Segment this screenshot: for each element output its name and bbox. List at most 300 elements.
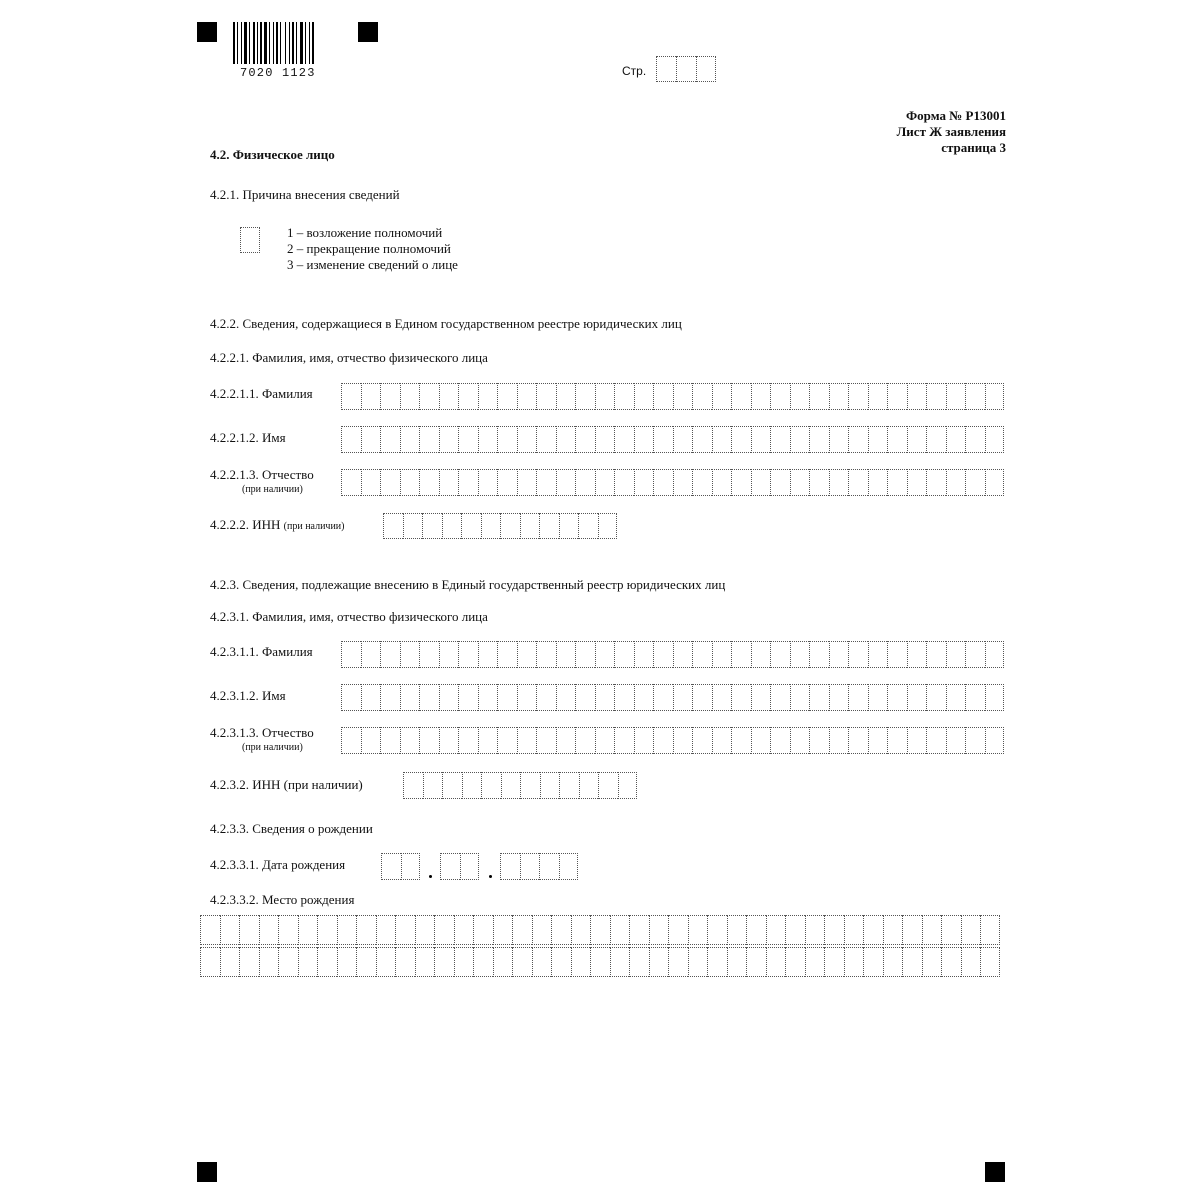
char-cell[interactable] <box>848 426 868 453</box>
char-cell[interactable] <box>692 383 712 410</box>
char-cell[interactable] <box>478 426 498 453</box>
char-cell[interactable] <box>907 727 927 754</box>
char-cell[interactable] <box>556 684 576 711</box>
char-cell[interactable] <box>731 727 751 754</box>
char-cell[interactable] <box>946 684 966 711</box>
char-cell[interactable] <box>575 684 595 711</box>
char-cell[interactable] <box>785 947 805 977</box>
char-cell[interactable] <box>809 383 829 410</box>
char-cell[interactable] <box>712 641 732 668</box>
char-cell[interactable] <box>707 915 727 945</box>
char-cell[interactable] <box>540 772 560 799</box>
birth-year-field[interactable] <box>500 853 578 880</box>
char-cell[interactable] <box>536 469 556 496</box>
char-cell[interactable] <box>356 947 376 977</box>
char-cell[interactable] <box>790 727 810 754</box>
char-cell[interactable] <box>863 915 883 945</box>
char-cell[interactable] <box>731 469 751 496</box>
char-cell[interactable] <box>829 641 849 668</box>
char-cell[interactable] <box>400 383 420 410</box>
char-cell[interactable] <box>422 513 442 539</box>
char-cell[interactable] <box>907 469 927 496</box>
char-cell[interactable] <box>965 684 985 711</box>
char-cell[interactable] <box>727 947 747 977</box>
char-cell[interactable] <box>692 727 712 754</box>
char-cell[interactable] <box>614 684 634 711</box>
char-cell[interactable] <box>868 727 888 754</box>
char-cell[interactable] <box>946 469 966 496</box>
char-cell[interactable] <box>478 383 498 410</box>
char-cell[interactable] <box>766 915 786 945</box>
char-cell[interactable] <box>731 641 751 668</box>
char-cell[interactable] <box>337 947 357 977</box>
char-cell[interactable] <box>946 641 966 668</box>
char-cell[interactable] <box>520 772 540 799</box>
char-cell[interactable] <box>298 915 318 945</box>
char-cell[interactable] <box>595 641 615 668</box>
char-cell[interactable] <box>848 684 868 711</box>
current-patronymic-field[interactable] <box>341 469 1004 496</box>
char-cell[interactable] <box>575 383 595 410</box>
char-cell[interactable] <box>383 513 403 539</box>
char-cell[interactable] <box>809 727 829 754</box>
current-surname-field[interactable] <box>341 383 1004 410</box>
char-cell[interactable] <box>848 641 868 668</box>
new-inn-field[interactable] <box>403 772 637 799</box>
char-cell[interactable] <box>829 383 849 410</box>
char-cell[interactable] <box>731 426 751 453</box>
reason-code-field[interactable] <box>240 227 260 253</box>
char-cell[interactable] <box>400 684 420 711</box>
char-cell[interactable] <box>439 426 459 453</box>
char-cell[interactable] <box>361 684 381 711</box>
char-cell[interactable] <box>614 383 634 410</box>
char-cell[interactable] <box>361 641 381 668</box>
char-cell[interactable] <box>766 947 786 977</box>
char-cell[interactable] <box>575 426 595 453</box>
char-cell[interactable] <box>341 426 361 453</box>
birth-place-field-row-1[interactable] <box>200 915 1000 945</box>
char-cell[interactable] <box>512 947 532 977</box>
char-cell[interactable] <box>419 383 439 410</box>
char-cell[interactable] <box>692 684 712 711</box>
char-cell[interactable] <box>926 727 946 754</box>
char-cell[interactable] <box>746 915 766 945</box>
birth-place-field-row-2[interactable] <box>200 947 1000 977</box>
char-cell[interactable] <box>790 641 810 668</box>
char-cell[interactable] <box>946 383 966 410</box>
char-cell[interactable] <box>458 469 478 496</box>
char-cell[interactable] <box>493 947 513 977</box>
char-cell[interactable] <box>361 383 381 410</box>
char-cell[interactable] <box>439 684 459 711</box>
char-cell[interactable] <box>863 947 883 977</box>
char-cell[interactable] <box>575 727 595 754</box>
char-cell[interactable] <box>481 772 501 799</box>
char-cell[interactable] <box>478 727 498 754</box>
char-cell[interactable] <box>673 383 693 410</box>
char-cell[interactable] <box>688 915 708 945</box>
char-cell[interactable] <box>829 426 849 453</box>
char-cell[interactable] <box>844 915 864 945</box>
char-cell[interactable] <box>941 915 961 945</box>
char-cell[interactable] <box>376 915 396 945</box>
char-cell[interactable] <box>517 684 537 711</box>
char-cell[interactable] <box>848 383 868 410</box>
char-cell[interactable] <box>317 947 337 977</box>
char-cell[interactable] <box>481 513 501 539</box>
char-cell[interactable] <box>598 513 618 539</box>
char-cell[interactable] <box>240 227 260 253</box>
char-cell[interactable] <box>868 684 888 711</box>
char-cell[interactable] <box>965 426 985 453</box>
char-cell[interactable] <box>614 727 634 754</box>
char-cell[interactable] <box>400 727 420 754</box>
char-cell[interactable] <box>980 915 1000 945</box>
char-cell[interactable] <box>462 772 482 799</box>
char-cell[interactable] <box>653 684 673 711</box>
char-cell[interactable] <box>985 727 1005 754</box>
char-cell[interactable] <box>805 915 825 945</box>
char-cell[interactable] <box>200 947 220 977</box>
char-cell[interactable] <box>790 684 810 711</box>
char-cell[interactable] <box>653 383 673 410</box>
char-cell[interactable] <box>501 772 521 799</box>
char-cell[interactable] <box>500 853 520 880</box>
char-cell[interactable] <box>200 915 220 945</box>
char-cell[interactable] <box>688 947 708 977</box>
char-cell[interactable] <box>497 469 517 496</box>
char-cell[interactable] <box>380 727 400 754</box>
char-cell[interactable] <box>902 947 922 977</box>
char-cell[interactable] <box>668 947 688 977</box>
char-cell[interactable] <box>341 727 361 754</box>
char-cell[interactable] <box>380 426 400 453</box>
char-cell[interactable] <box>656 56 676 82</box>
char-cell[interactable] <box>610 947 630 977</box>
char-cell[interactable] <box>824 947 844 977</box>
char-cell[interactable] <box>497 727 517 754</box>
char-cell[interactable] <box>926 426 946 453</box>
char-cell[interactable] <box>907 426 927 453</box>
char-cell[interactable] <box>458 727 478 754</box>
char-cell[interactable] <box>887 426 907 453</box>
char-cell[interactable] <box>809 469 829 496</box>
char-cell[interactable] <box>712 426 732 453</box>
char-cell[interactable] <box>926 383 946 410</box>
char-cell[interactable] <box>478 684 498 711</box>
char-cell[interactable] <box>536 383 556 410</box>
char-cell[interactable] <box>536 684 556 711</box>
char-cell[interactable] <box>400 426 420 453</box>
char-cell[interactable] <box>517 383 537 410</box>
char-cell[interactable] <box>614 426 634 453</box>
char-cell[interactable] <box>985 684 1005 711</box>
char-cell[interactable] <box>907 684 927 711</box>
char-cell[interactable] <box>536 727 556 754</box>
char-cell[interactable] <box>539 513 559 539</box>
char-cell[interactable] <box>751 426 771 453</box>
char-cell[interactable] <box>556 727 576 754</box>
char-cell[interactable] <box>829 684 849 711</box>
char-cell[interactable] <box>239 915 259 945</box>
current-inn-field[interactable] <box>383 513 617 539</box>
char-cell[interactable] <box>634 727 654 754</box>
char-cell[interactable] <box>751 641 771 668</box>
char-cell[interactable] <box>673 426 693 453</box>
char-cell[interactable] <box>259 915 279 945</box>
char-cell[interactable] <box>478 469 498 496</box>
char-cell[interactable] <box>614 641 634 668</box>
char-cell[interactable] <box>419 469 439 496</box>
char-cell[interactable] <box>598 772 618 799</box>
char-cell[interactable] <box>458 641 478 668</box>
char-cell[interactable] <box>536 426 556 453</box>
char-cell[interactable] <box>423 772 443 799</box>
char-cell[interactable] <box>980 947 1000 977</box>
char-cell[interactable] <box>649 947 669 977</box>
char-cell[interactable] <box>676 56 696 82</box>
char-cell[interactable] <box>848 727 868 754</box>
char-cell[interactable] <box>220 947 240 977</box>
char-cell[interactable] <box>517 641 537 668</box>
char-cell[interactable] <box>746 947 766 977</box>
char-cell[interactable] <box>770 426 790 453</box>
char-cell[interactable] <box>887 684 907 711</box>
char-cell[interactable] <box>751 727 771 754</box>
char-cell[interactable] <box>419 727 439 754</box>
char-cell[interactable] <box>419 684 439 711</box>
char-cell[interactable] <box>922 947 942 977</box>
char-cell[interactable] <box>965 727 985 754</box>
char-cell[interactable] <box>985 641 1005 668</box>
char-cell[interactable] <box>668 915 688 945</box>
char-cell[interactable] <box>458 383 478 410</box>
char-cell[interactable] <box>337 915 357 945</box>
char-cell[interactable] <box>610 915 630 945</box>
char-cell[interactable] <box>653 641 673 668</box>
char-cell[interactable] <box>419 426 439 453</box>
char-cell[interactable] <box>907 641 927 668</box>
char-cell[interactable] <box>868 469 888 496</box>
char-cell[interactable] <box>707 947 727 977</box>
char-cell[interactable] <box>539 853 559 880</box>
char-cell[interactable] <box>595 727 615 754</box>
char-cell[interactable] <box>380 641 400 668</box>
char-cell[interactable] <box>493 915 513 945</box>
char-cell[interactable] <box>454 947 474 977</box>
char-cell[interactable] <box>415 947 435 977</box>
char-cell[interactable] <box>790 426 810 453</box>
char-cell[interactable] <box>883 947 903 977</box>
char-cell[interactable] <box>556 469 576 496</box>
char-cell[interactable] <box>712 727 732 754</box>
char-cell[interactable] <box>571 947 591 977</box>
char-cell[interactable] <box>673 469 693 496</box>
char-cell[interactable] <box>442 513 462 539</box>
char-cell[interactable] <box>985 426 1005 453</box>
char-cell[interactable] <box>805 947 825 977</box>
char-cell[interactable] <box>497 383 517 410</box>
new-name-field[interactable] <box>341 684 1004 711</box>
char-cell[interactable] <box>712 383 732 410</box>
new-patronymic-field[interactable] <box>341 727 1004 754</box>
char-cell[interactable] <box>809 684 829 711</box>
char-cell[interactable] <box>809 426 829 453</box>
char-cell[interactable] <box>575 469 595 496</box>
char-cell[interactable] <box>439 727 459 754</box>
char-cell[interactable] <box>922 915 942 945</box>
char-cell[interactable] <box>551 947 571 977</box>
char-cell[interactable] <box>946 426 966 453</box>
char-cell[interactable] <box>614 469 634 496</box>
char-cell[interactable] <box>590 915 610 945</box>
char-cell[interactable] <box>461 513 481 539</box>
char-cell[interactable] <box>361 727 381 754</box>
char-cell[interactable] <box>692 426 712 453</box>
char-cell[interactable] <box>512 915 532 945</box>
char-cell[interactable] <box>634 469 654 496</box>
char-cell[interactable] <box>575 641 595 668</box>
char-cell[interactable] <box>341 684 361 711</box>
char-cell[interactable] <box>341 641 361 668</box>
char-cell[interactable] <box>460 853 480 880</box>
char-cell[interactable] <box>478 641 498 668</box>
char-cell[interactable] <box>824 915 844 945</box>
char-cell[interactable] <box>595 469 615 496</box>
char-cell[interactable] <box>692 641 712 668</box>
char-cell[interactable] <box>361 426 381 453</box>
char-cell[interactable] <box>595 684 615 711</box>
char-cell[interactable] <box>458 426 478 453</box>
char-cell[interactable] <box>556 383 576 410</box>
char-cell[interactable] <box>629 947 649 977</box>
char-cell[interactable] <box>770 641 790 668</box>
char-cell[interactable] <box>673 684 693 711</box>
char-cell[interactable] <box>883 915 903 945</box>
char-cell[interactable] <box>415 915 435 945</box>
char-cell[interactable] <box>696 56 716 82</box>
char-cell[interactable] <box>673 727 693 754</box>
char-cell[interactable] <box>559 772 579 799</box>
char-cell[interactable] <box>381 853 401 880</box>
char-cell[interactable] <box>618 772 638 799</box>
char-cell[interactable] <box>380 469 400 496</box>
char-cell[interactable] <box>278 947 298 977</box>
char-cell[interactable] <box>961 915 981 945</box>
char-cell[interactable] <box>653 727 673 754</box>
char-cell[interactable] <box>520 853 540 880</box>
char-cell[interactable] <box>434 915 454 945</box>
char-cell[interactable] <box>395 947 415 977</box>
char-cell[interactable] <box>259 947 279 977</box>
char-cell[interactable] <box>727 915 747 945</box>
char-cell[interactable] <box>400 469 420 496</box>
char-cell[interactable] <box>361 469 381 496</box>
char-cell[interactable] <box>559 513 579 539</box>
char-cell[interactable] <box>590 947 610 977</box>
char-cell[interactable] <box>770 383 790 410</box>
char-cell[interactable] <box>395 915 415 945</box>
char-cell[interactable] <box>434 947 454 977</box>
char-cell[interactable] <box>298 947 318 977</box>
char-cell[interactable] <box>770 727 790 754</box>
char-cell[interactable] <box>653 426 673 453</box>
char-cell[interactable] <box>926 641 946 668</box>
char-cell[interactable] <box>239 947 259 977</box>
char-cell[interactable] <box>692 469 712 496</box>
char-cell[interactable] <box>790 469 810 496</box>
current-name-field[interactable] <box>341 426 1004 453</box>
char-cell[interactable] <box>536 641 556 668</box>
char-cell[interactable] <box>770 469 790 496</box>
char-cell[interactable] <box>595 426 615 453</box>
char-cell[interactable] <box>419 641 439 668</box>
char-cell[interactable] <box>731 383 751 410</box>
char-cell[interactable] <box>497 426 517 453</box>
char-cell[interactable] <box>751 383 771 410</box>
char-cell[interactable] <box>439 469 459 496</box>
char-cell[interactable] <box>868 641 888 668</box>
char-cell[interactable] <box>712 684 732 711</box>
char-cell[interactable] <box>454 915 474 945</box>
char-cell[interactable] <box>473 947 493 977</box>
char-cell[interactable] <box>520 513 540 539</box>
char-cell[interactable] <box>571 915 591 945</box>
char-cell[interactable] <box>844 947 864 977</box>
char-cell[interactable] <box>578 513 598 539</box>
char-cell[interactable] <box>634 684 654 711</box>
char-cell[interactable] <box>634 426 654 453</box>
char-cell[interactable] <box>500 513 520 539</box>
char-cell[interactable] <box>926 684 946 711</box>
char-cell[interactable] <box>473 915 493 945</box>
char-cell[interactable] <box>556 426 576 453</box>
char-cell[interactable] <box>532 947 552 977</box>
char-cell[interactable] <box>380 383 400 410</box>
char-cell[interactable] <box>790 383 810 410</box>
char-cell[interactable] <box>401 853 421 880</box>
char-cell[interactable] <box>517 727 537 754</box>
char-cell[interactable] <box>946 727 966 754</box>
char-cell[interactable] <box>868 383 888 410</box>
char-cell[interactable] <box>887 727 907 754</box>
char-cell[interactable] <box>376 947 396 977</box>
char-cell[interactable] <box>220 915 240 945</box>
char-cell[interactable] <box>517 469 537 496</box>
char-cell[interactable] <box>595 383 615 410</box>
char-cell[interactable] <box>961 947 981 977</box>
char-cell[interactable] <box>579 772 599 799</box>
char-cell[interactable] <box>458 684 478 711</box>
char-cell[interactable] <box>770 684 790 711</box>
char-cell[interactable] <box>965 469 985 496</box>
char-cell[interactable] <box>649 915 669 945</box>
char-cell[interactable] <box>400 641 420 668</box>
char-cell[interactable] <box>497 684 517 711</box>
char-cell[interactable] <box>785 915 805 945</box>
char-cell[interactable] <box>751 684 771 711</box>
char-cell[interactable] <box>517 426 537 453</box>
char-cell[interactable] <box>403 772 423 799</box>
char-cell[interactable] <box>341 469 361 496</box>
char-cell[interactable] <box>751 469 771 496</box>
char-cell[interactable] <box>278 915 298 945</box>
char-cell[interactable] <box>868 426 888 453</box>
char-cell[interactable] <box>887 383 907 410</box>
page-number-field[interactable] <box>656 56 716 82</box>
char-cell[interactable] <box>442 772 462 799</box>
